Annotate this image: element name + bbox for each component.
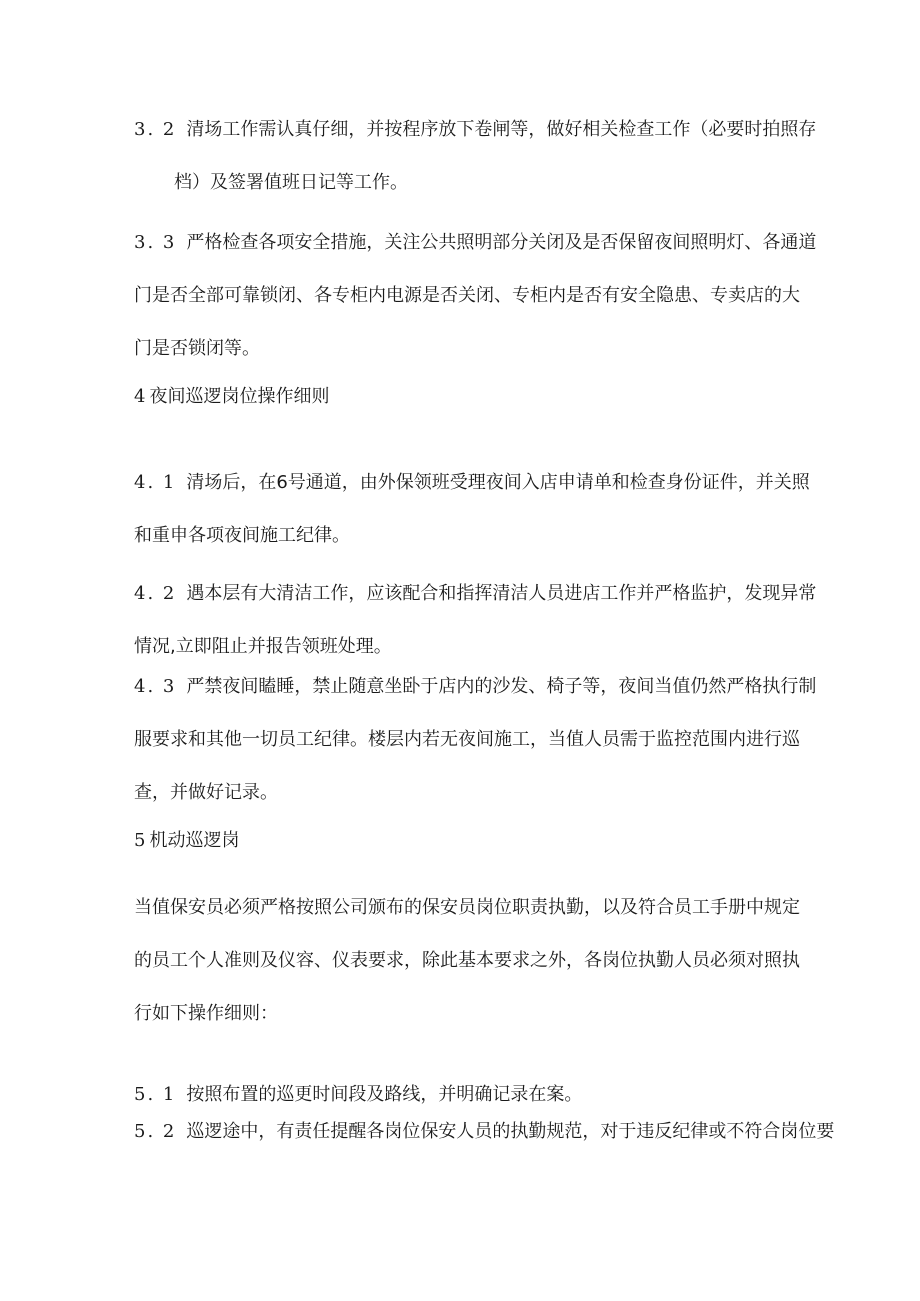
clause-4-2 bbox=[134, 567, 817, 673]
clause-text: 门是否全部可靠锁闭、各专柜内电源是否关闭、专柜内是否有安全隐患、专卖店的大 bbox=[134, 285, 800, 306]
clause-number: 3. 3 bbox=[134, 232, 177, 253]
clause-number: 5. 2 bbox=[134, 1121, 177, 1142]
section-5-intro bbox=[134, 881, 800, 1040]
clause-number: 5. 1 bbox=[134, 1084, 177, 1105]
clause-3-3 bbox=[134, 216, 817, 375]
clause-text: 档）及签署值班日记等工作。 bbox=[174, 172, 408, 193]
clause-text: 和重申各项夜间施工纪律。 bbox=[134, 525, 350, 546]
clause-number: 4. 1 bbox=[134, 472, 177, 493]
clause-text: 按照布置的巡更时间段及路线，并明确记录在案。 bbox=[186, 1084, 583, 1105]
clause-text: 遇本层有大清洁工作，应该配合和指挥清洁人员进店工作并严格监护，发现异常 bbox=[186, 583, 817, 604]
clause-text: 严格检查各项安全措施，关注公共照明部分关闭及是否保留夜间照明灯、各通道 bbox=[186, 232, 817, 253]
clause-text: 门是否锁闭等。 bbox=[134, 338, 260, 359]
clause-text: 巡逻途中，有责任提醒各岗位保安人员的执勤规范，对于违反纪律或不符合岗位要 bbox=[186, 1121, 835, 1142]
clause-3-2 bbox=[134, 103, 817, 209]
paragraph-text: 的员工个人准则及仪容、仪表要求，除此基本要求之外，各岗位执勤人员必须对照执 bbox=[134, 950, 800, 971]
clause-text: 服要求和其他一切员工纪律。楼层内若无夜间施工，当值人员需于监控范围内进行巡 bbox=[134, 729, 800, 750]
clause-text: 查，并做好记录。 bbox=[134, 782, 278, 803]
clause-number: 3. 2 bbox=[134, 119, 177, 140]
section-title: 夜间巡逻岗位操作细则 bbox=[149, 386, 330, 407]
section-heading-5 bbox=[134, 814, 794, 867]
section-heading-4 bbox=[134, 370, 794, 423]
clause-number: 4. 3 bbox=[134, 676, 177, 697]
clause-number: 4. 2 bbox=[134, 583, 177, 604]
section-number: 5 bbox=[134, 830, 148, 851]
clause-text: 情况,立即阻止并报告领班处理。 bbox=[134, 636, 392, 657]
section-title: 机动巡逻岗 bbox=[149, 830, 240, 851]
clause-4-1 bbox=[134, 456, 810, 562]
clause-text: 清场工作需认真仔细，并按程序放下卷闸等，做好相关检查工作（必要时拍照存 bbox=[186, 119, 817, 140]
clause-text: 严禁夜间瞌睡，禁止随意坐卧于店内的沙发、椅子等，夜间当值仍然严格执行制 bbox=[186, 676, 817, 697]
section-number: 4 bbox=[134, 386, 148, 407]
clause-4-3 bbox=[134, 660, 817, 819]
clause-5-2 bbox=[134, 1105, 835, 1158]
paragraph-text: 行如下操作细则： bbox=[134, 1003, 278, 1024]
paragraph-text: 当值保安员必须严格按照公司颁布的保安员岗位职责执勤，以及符合员工手册中规定 bbox=[134, 897, 800, 918]
clause-text: 清场后，在6号通道，由外保领班受理夜间入店申请单和检查身份证件，并关照 bbox=[186, 472, 810, 493]
